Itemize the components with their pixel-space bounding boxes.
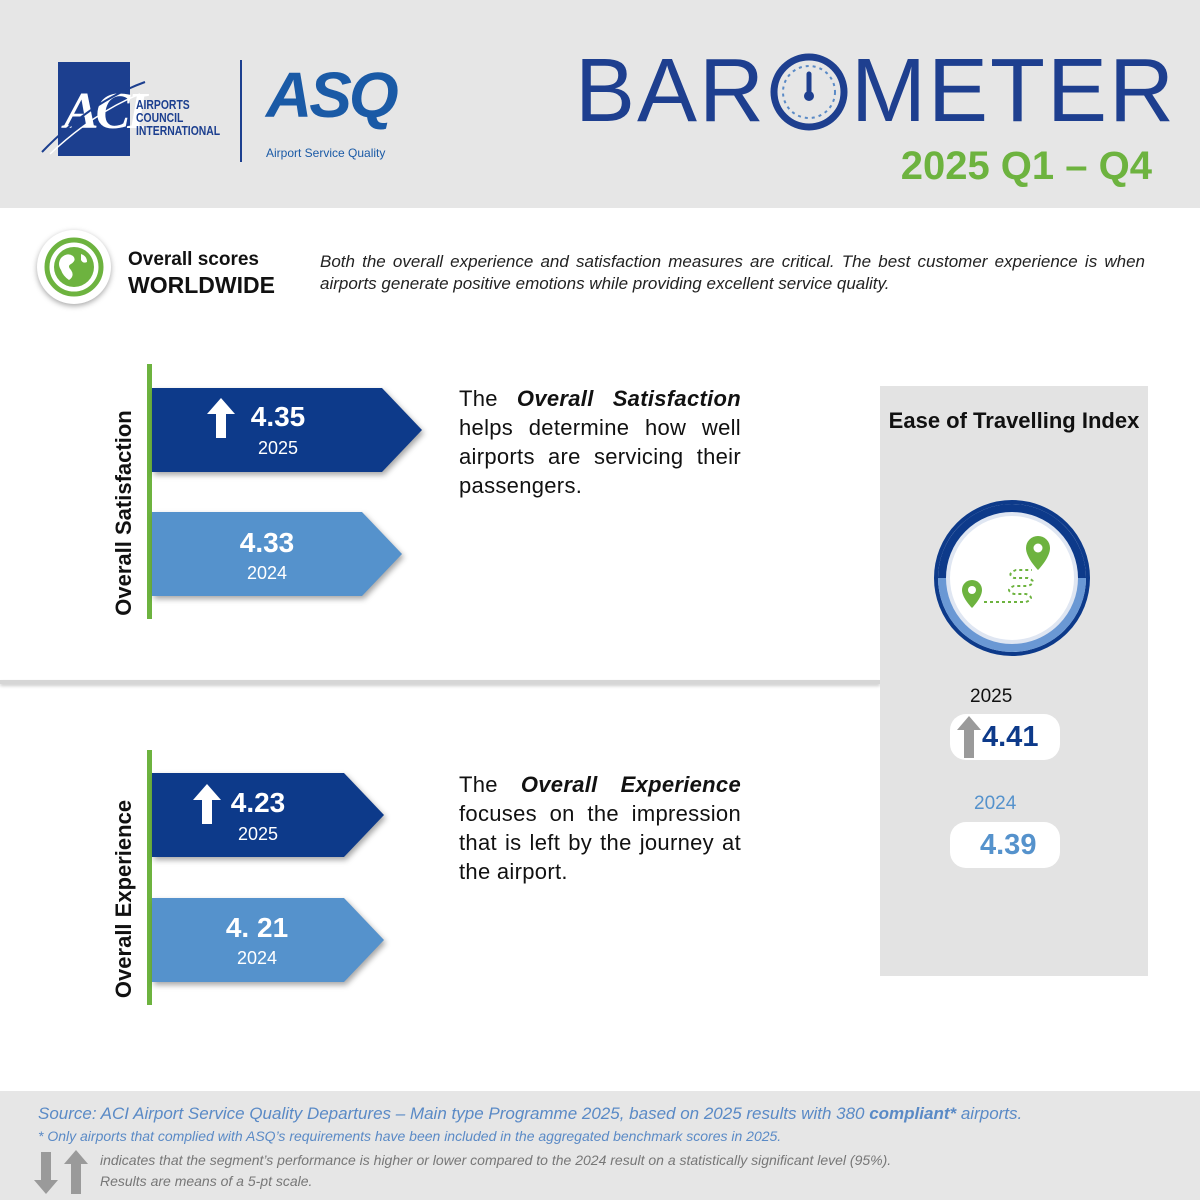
source-bold: compliant* xyxy=(869,1104,957,1123)
ease-2024-pill xyxy=(950,822,1060,868)
satisfaction-axis-label: Overall Satisfaction xyxy=(111,410,136,616)
desc-rest: focuses on the impression that is left by the journey at the airport. xyxy=(459,801,741,884)
satisfaction-2024-value: 4.33 xyxy=(239,527,295,558)
aci-name xyxy=(136,98,220,137)
ease-2025-year: 2025 xyxy=(970,686,1013,707)
globe-badge xyxy=(37,230,111,304)
ease-2025-pill xyxy=(950,714,1060,760)
desc-prefix: The xyxy=(459,386,517,411)
experience-description xyxy=(459,770,741,886)
desc-emphasis: Overall Experience xyxy=(520,772,741,797)
experience-2025-value: 4.23 xyxy=(230,787,286,818)
satisfaction-description xyxy=(459,384,741,500)
source-suffix: airports. xyxy=(956,1104,1023,1123)
asq-subtitle: Airport Service Quality xyxy=(266,146,386,160)
ease-2024-value: 4.39 xyxy=(980,829,1037,861)
satisfaction-2025-value: 4.35 xyxy=(250,401,306,432)
up-down-arrows-icon xyxy=(34,1150,94,1196)
up-arrow-icon xyxy=(206,398,236,440)
gauge-icon xyxy=(769,52,849,132)
experience-2024-year: 2024 xyxy=(236,948,278,968)
map-route-icon xyxy=(932,498,1092,658)
asq-logo-letters: ASQ xyxy=(266,59,396,131)
aci-logo xyxy=(40,62,225,154)
period-label: 2025 Q1 – Q4 xyxy=(900,144,1152,188)
legend-text xyxy=(100,1150,891,1192)
up-arrow-icon xyxy=(956,716,982,758)
aci-name-line: AIRPORTS xyxy=(136,97,190,112)
aci-name-line: COUNCIL xyxy=(136,110,184,125)
experience-axis-label: Overall Experience xyxy=(111,799,136,999)
desc-prefix: The xyxy=(459,772,521,797)
barometer-title xyxy=(575,41,1176,141)
ease-2025-value: 4.41 xyxy=(982,721,1039,753)
ease-2024-year: 2024 xyxy=(974,793,1017,814)
globe-icon xyxy=(37,230,111,304)
title-left: BAR xyxy=(575,41,767,141)
legend-line: indicates that the segment’s performance is higher or lower compared to the 2024 result on a statistically significant level (95%). xyxy=(100,1152,892,1168)
desc-rest: helps determine how well airports are servicing their passengers. xyxy=(459,415,741,498)
logo-divider xyxy=(240,60,242,162)
legend-line: Results are means of a 5-pt scale. xyxy=(100,1173,313,1189)
source-prefix: Source: ACI Airport Service Quality Departures – Main type Programme 2025, based on 2025 results with 380 xyxy=(38,1104,870,1123)
intro-text: Both the overall experience and satisfaction measures are critical. The best customer experience is when airports generate positive emotions while providing excellent service quality. xyxy=(320,252,1145,293)
satisfaction-2025-year: 2025 xyxy=(257,438,299,458)
section-divider xyxy=(0,680,880,684)
aci-name-line: INTERNATIONAL xyxy=(136,123,221,138)
desc-emphasis: Overall Satisfaction xyxy=(516,386,741,411)
aci-swoosh-icon xyxy=(40,62,150,162)
overall-scores-label: Overall scores xyxy=(128,249,259,270)
worldwide-label: WORLDWIDE xyxy=(128,272,275,298)
title-right: METER xyxy=(851,41,1176,141)
ease-panel xyxy=(880,386,1148,976)
experience-2025-year: 2025 xyxy=(237,824,279,844)
satisfaction-2024-year: 2024 xyxy=(246,563,288,583)
source-text xyxy=(38,1104,1022,1124)
asq-logo xyxy=(262,59,396,162)
aci-logo-letters: ACI xyxy=(64,83,145,140)
experience-2024-value: 4. 21 xyxy=(225,912,289,943)
ease-title: Ease of Travelling Index xyxy=(888,408,1140,433)
compliant-note: * Only airports that complied with ASQ’s requirements have been included in the aggregated benchmark scores in 2025. xyxy=(38,1128,782,1144)
